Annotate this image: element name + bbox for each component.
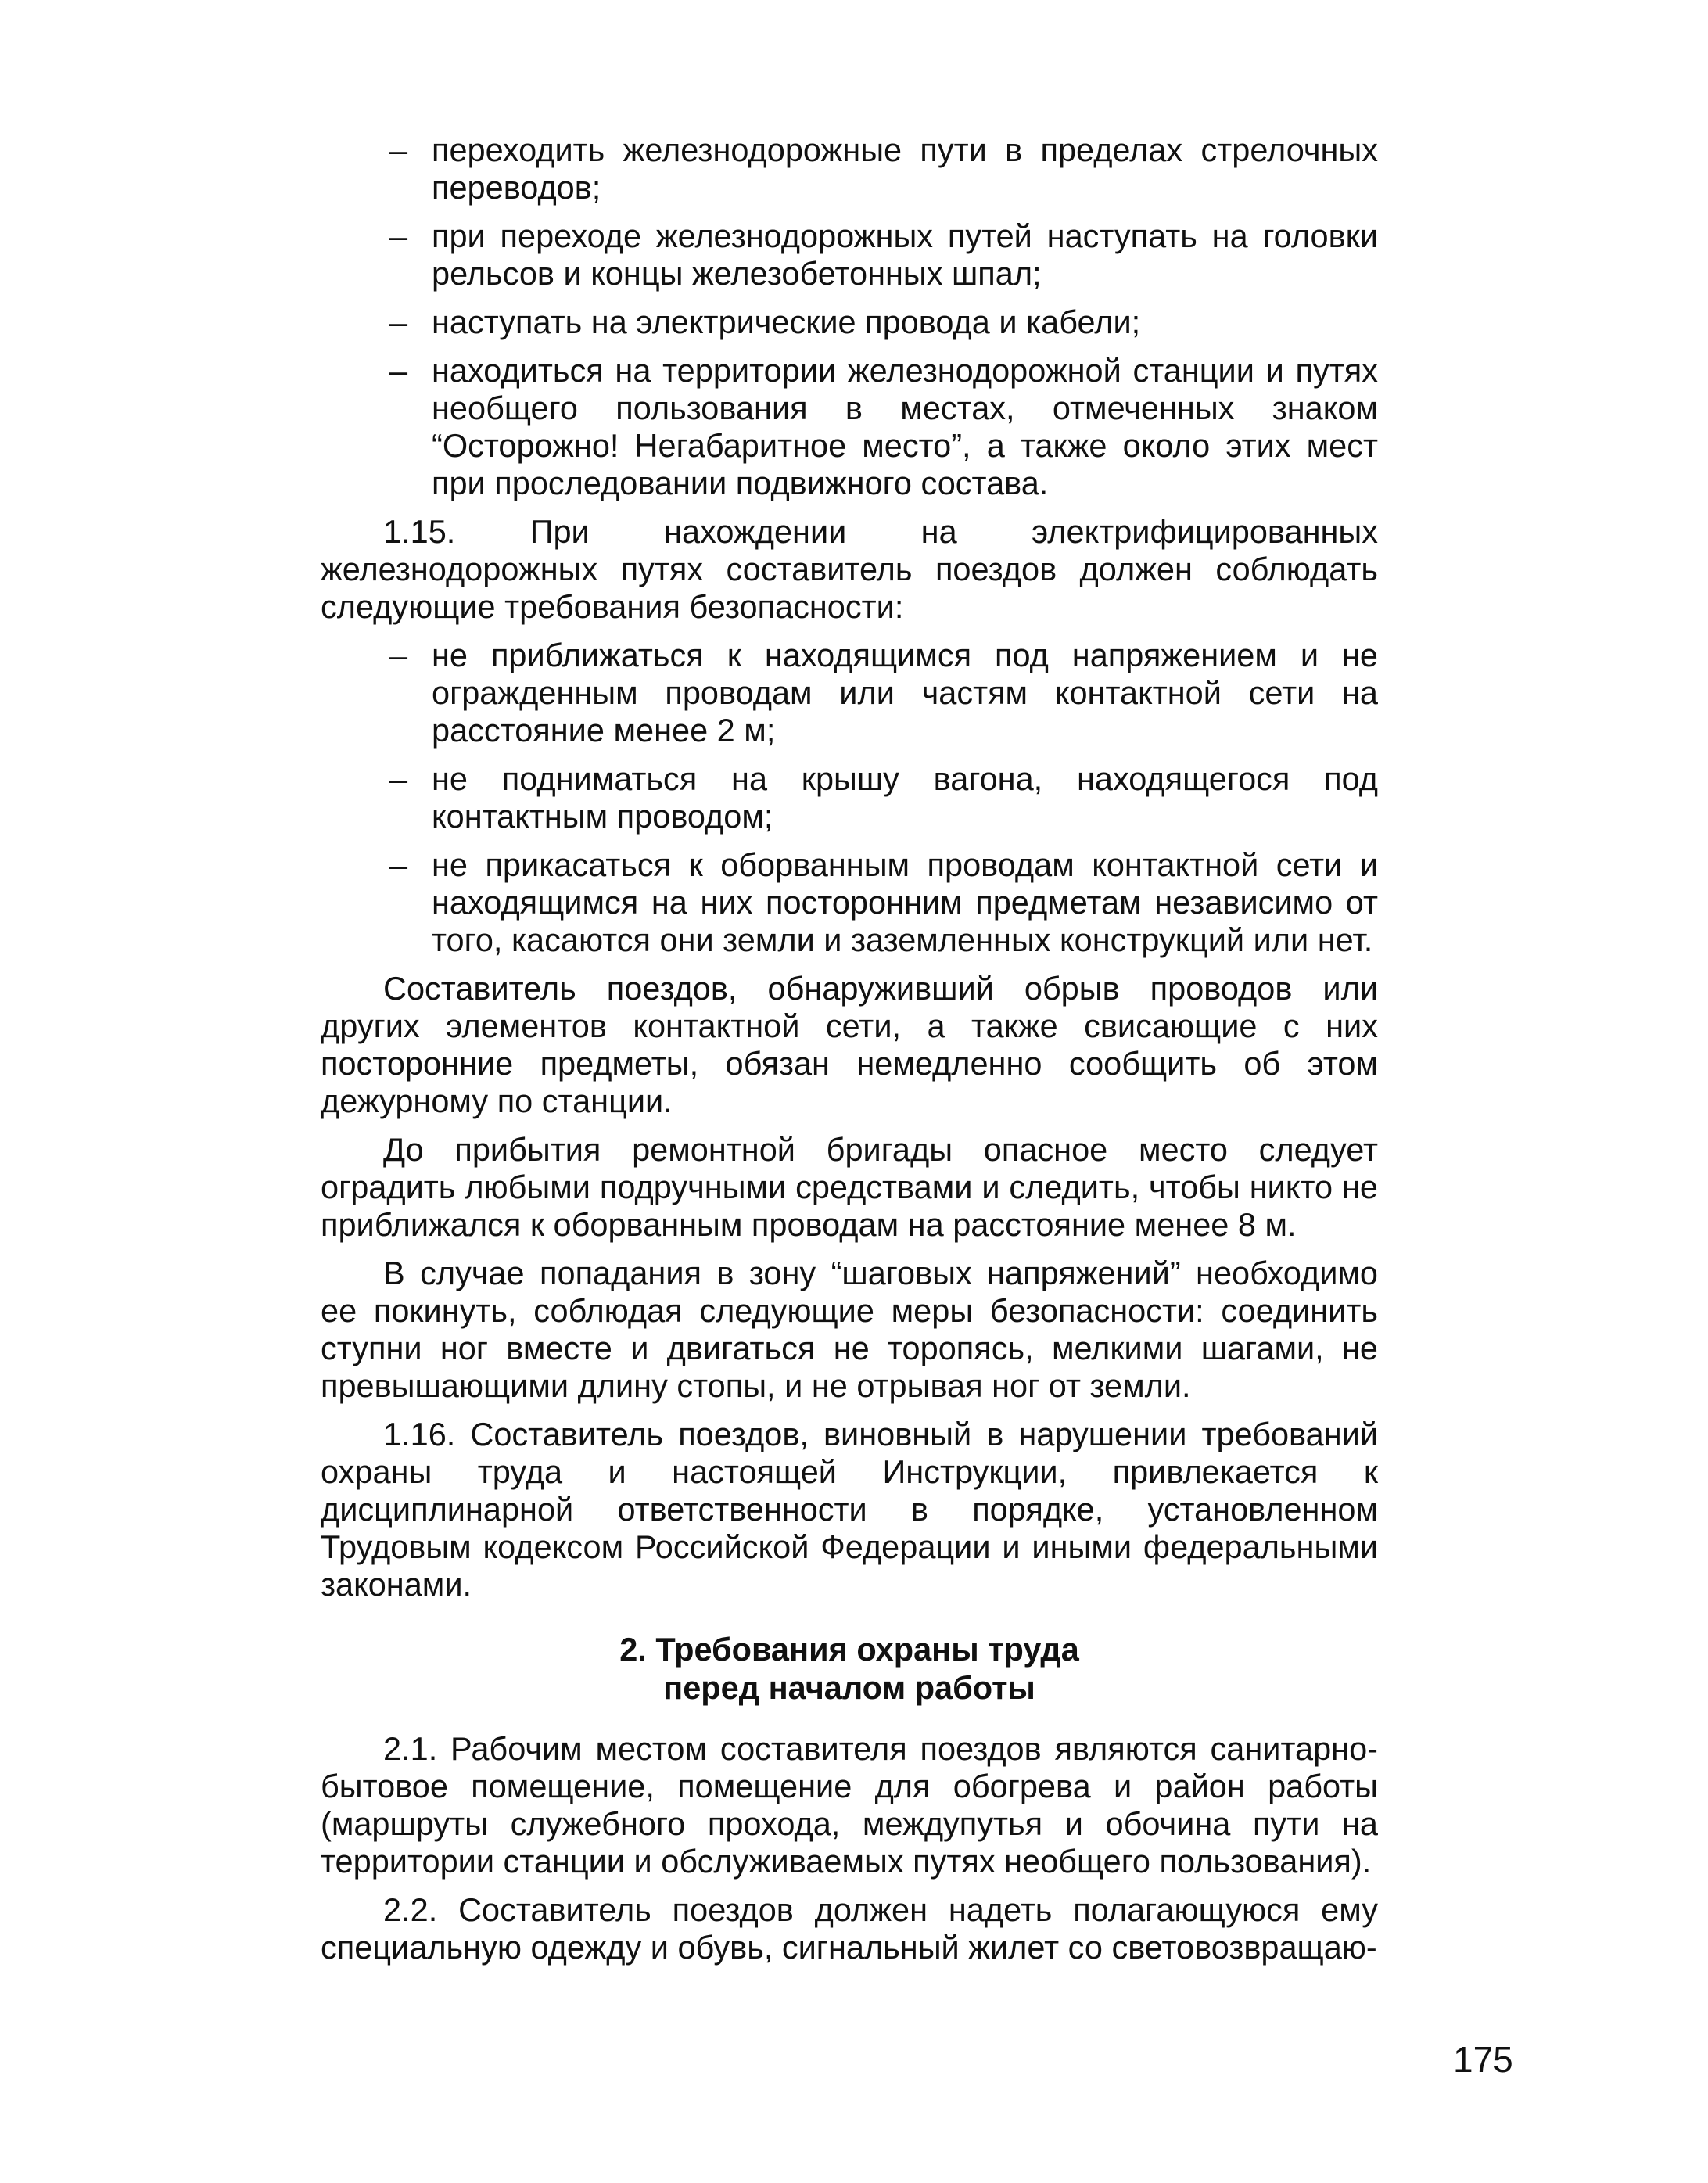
page-number: 175	[1453, 2039, 1513, 2080]
section-heading-line2: перед началом работы	[663, 1669, 1035, 1706]
dash-bullet: –	[389, 846, 408, 883]
list-item-text: наступать на электрические провода и кабели;	[432, 303, 1141, 340]
list-item-text: переходить железнодорожные пути в пределах стрелочных переводов;	[432, 131, 1378, 206]
paragraph-step-voltage: В случае попадания в зону “шаговых напряжений” необходимо ее покинуть, соблюдая следующие меры безопасности: соединить ступни ног вместе и двигаться не торопясь, мелкими шагами, не превышающими длину стопы, и не отрывая ног от земли.	[321, 1255, 1378, 1404]
paragraph-1-15: 1.15. При нахождении на электрифицированных железнодорожных путях составитель поездов должен соблюдать следующие требования безопасности:	[321, 513, 1378, 625]
page-content	[321, 131, 1378, 1977]
dash-bullet: –	[389, 131, 408, 168]
list-item	[321, 637, 1378, 749]
list-item-text: не подниматься на крышу вагона, находящегося под контактным проводом;	[432, 760, 1378, 835]
paragraph-guard-area: До прибытия ремонтной бригады опасное место следует оградить любыми подручными средствами и следить, чтобы никто не приближался к оборванным проводам на расстояние менее 8 м.	[321, 1131, 1378, 1243]
dash-bullet: –	[389, 303, 408, 340]
list-item	[321, 217, 1378, 293]
paragraph-2-1: 2.1. Рабочим местом составителя поездов являются санитарно-бытовое помещение, помещение для обогрева и район работы (маршруты служебного прохода, междупутья и обочина пути на территории станции и обслуживаемых путях необщего пользования).	[321, 1730, 1378, 1880]
section-heading-line1: 2. Требования охраны труда	[619, 1631, 1079, 1668]
list-item-text: не прикасаться к оборванным проводам контактной сети и находящимся на них посторонним предметам независимо от того, касаются они земли и заземленных конструкций или нет.	[432, 846, 1378, 958]
list-item-text: не приближаться к находящимся под напряжением и не огражденным проводам или частям контактной сети на расстояние менее 2 м;	[432, 637, 1378, 749]
list-item	[321, 303, 1378, 341]
list-item	[321, 352, 1378, 502]
list-item-text: при переходе железнодорожных путей наступать на головки рельсов и концы железобетонных шпал;	[432, 217, 1378, 292]
paragraph-1-16: 1.16. Составитель поездов, виновный в нарушении требований охраны труда и настоящей Инструкции, привлекается к дисциплинарной ответственности в порядке, установленном Трудовым кодексом Российской Федерации и иными федеральными законами.	[321, 1416, 1378, 1603]
dash-bullet: –	[389, 352, 408, 389]
paragraph-2-2: 2.2. Составитель поездов должен надеть полагающуюся ему специальную одежду и обувь, сигнальный жилет со световозвращаю-	[321, 1891, 1378, 1966]
paragraph-wire-break: Составитель поездов, обнаруживший обрыв проводов или других элементов контактной сети, а также свисающие с них посторонние предметы, обязан немедленно сообщить об этом дежурному по станции.	[321, 970, 1378, 1119]
dash-bullet: –	[389, 217, 408, 254]
list-item-text: находиться на территории железнодорожной станции и путях необщего пользования в местах, отмеченных знаком “Осторожно! Негабаритное место”, а также около этих мест при проследовании подвижного состава.	[432, 352, 1378, 501]
dash-bullet: –	[389, 760, 408, 797]
list-item	[321, 131, 1378, 206]
list-item	[321, 760, 1378, 835]
dash-bullet: –	[389, 637, 408, 673]
list-item	[321, 846, 1378, 959]
section-heading	[321, 1630, 1378, 1707]
